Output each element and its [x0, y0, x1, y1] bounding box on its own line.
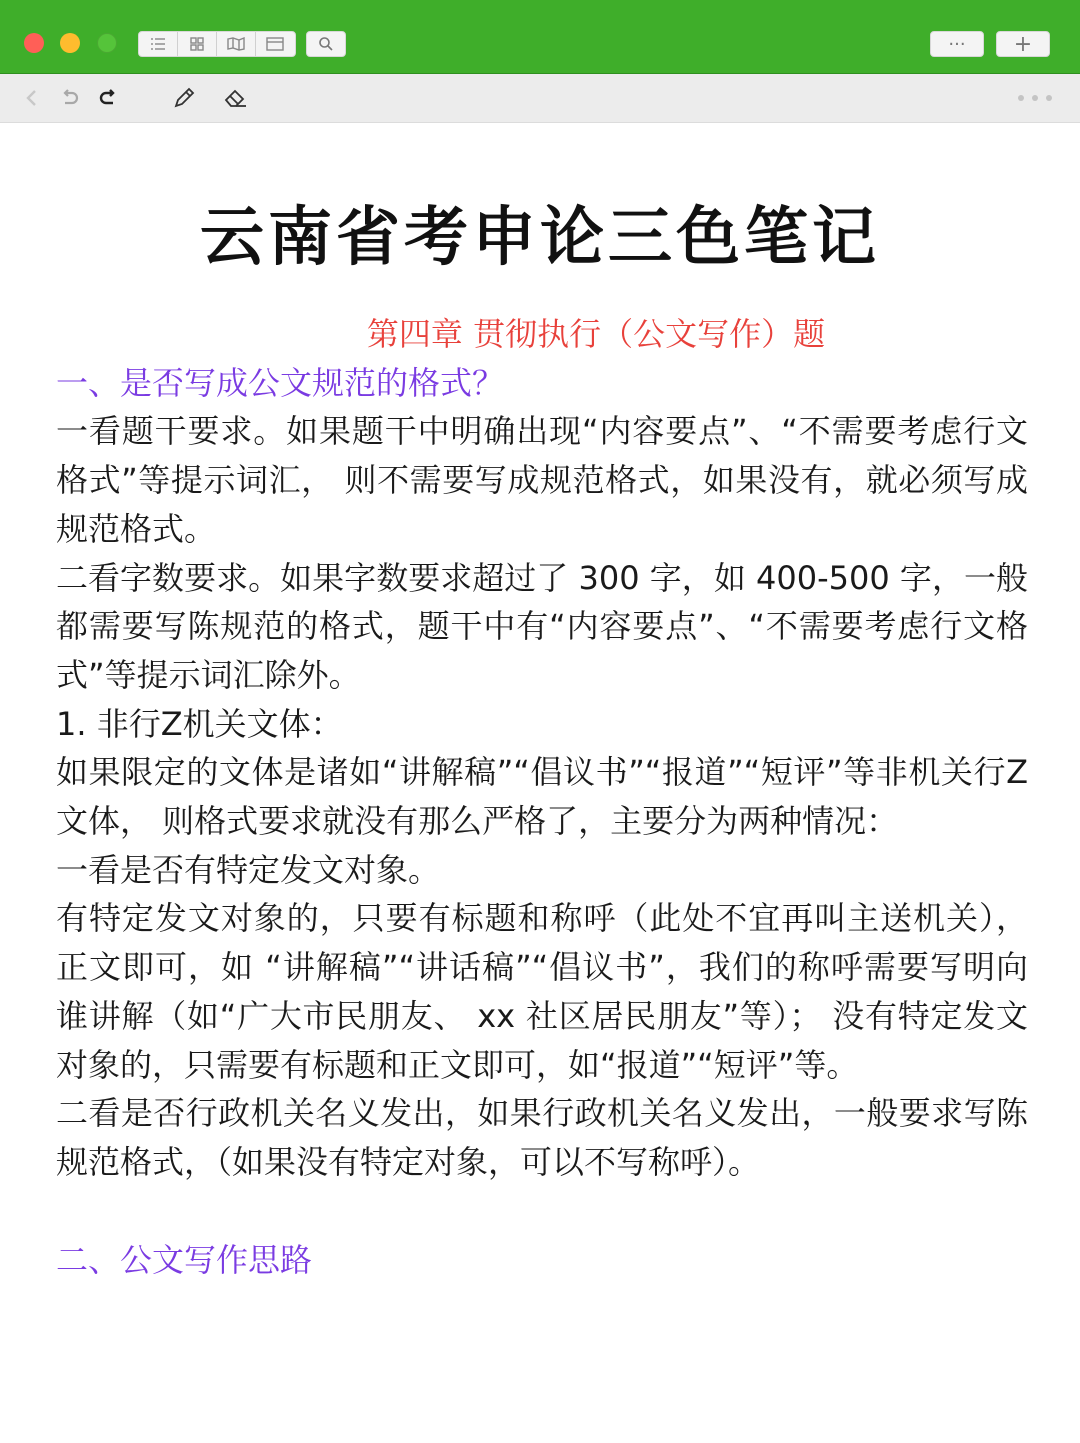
undo-icon[interactable]: [56, 84, 84, 112]
redo-icon[interactable]: [94, 84, 122, 112]
page-title: 云南省考申论三色笔记: [200, 201, 880, 275]
more-icon[interactable]: [1010, 84, 1060, 112]
paragraph: 二看是否行政机关名义发出，如果行政机关名义发出，一般要求写陈规范格式，（如果没有特定对象，可以不写称呼）。: [56, 1094, 1028, 1181]
grid-view-icon[interactable]: [178, 32, 217, 56]
minimize-window-button[interactable]: [60, 33, 80, 53]
calendar-icon[interactable]: [256, 32, 294, 56]
paragraph: 一看题干要求。如果题干中明确出现“内容要点”、“不需要考虑行文格式”等提示词汇， 则不需要写成规范格式，如果没有，就必须写成规范格式。: [56, 412, 1028, 548]
note-body: [56, 310, 1028, 1284]
pencil-icon[interactable]: [170, 84, 198, 112]
eraser-icon[interactable]: [222, 84, 250, 112]
zoom-window-button[interactable]: [97, 33, 117, 53]
search-icon: [318, 36, 334, 52]
book-icon[interactable]: [217, 32, 256, 56]
more-options-label: ···: [948, 33, 966, 55]
list-view-icon[interactable]: [139, 32, 178, 56]
add-note-button[interactable]: [996, 31, 1050, 57]
paragraph: 如果限定的文体是诸如“讲解稿”“倡议书”“报道”“短评”等非机关行Z文体， 则格式要求就没有那么严格了，主要分为两种情况：: [56, 753, 1028, 841]
window-titlebar: [0, 0, 1080, 74]
search-button[interactable]: [306, 31, 346, 57]
back-icon[interactable]: [18, 84, 46, 112]
paragraph: 一看是否有特定发文对象。: [56, 850, 441, 889]
chapter-heading: 第四章 贯彻执行（公文写作）题: [366, 315, 826, 353]
paragraph: 1. 非行Z机关文体：: [56, 704, 343, 743]
close-window-button[interactable]: [24, 33, 44, 53]
section-heading-1: 一、是否写成公文规范的格式？: [56, 363, 505, 402]
section-heading-2: 二、公文写作思路: [56, 1240, 313, 1279]
more-options-button[interactable]: [930, 31, 984, 57]
add-note-label: +: [1013, 31, 1033, 57]
paragraph: 有特定发文对象的，只要有标题和称呼（此处不宜再叫主送机关），正文即可，如 “讲解稿”“讲话稿”“倡议书”，我们的称呼需要写明向谁讲解（如“广大市民朋友、 xx 社区居民朋友”等）； 没有特定发文对象的，只需要有标题和正文即可，如“报道”“短评”等。: [56, 899, 1028, 1084]
view-mode-segmented-control: [138, 31, 296, 57]
editing-toolbar: [0, 74, 1080, 123]
paragraph: 二看字数要求。如果字数要求超过了 300 字，如 400-500 字，一般都需要写陈规范的格式，题干中有“内容要点”、“不需要考虑行文格式”等提示词汇除外。: [56, 558, 1028, 694]
spacer: [56, 1187, 1028, 1236]
